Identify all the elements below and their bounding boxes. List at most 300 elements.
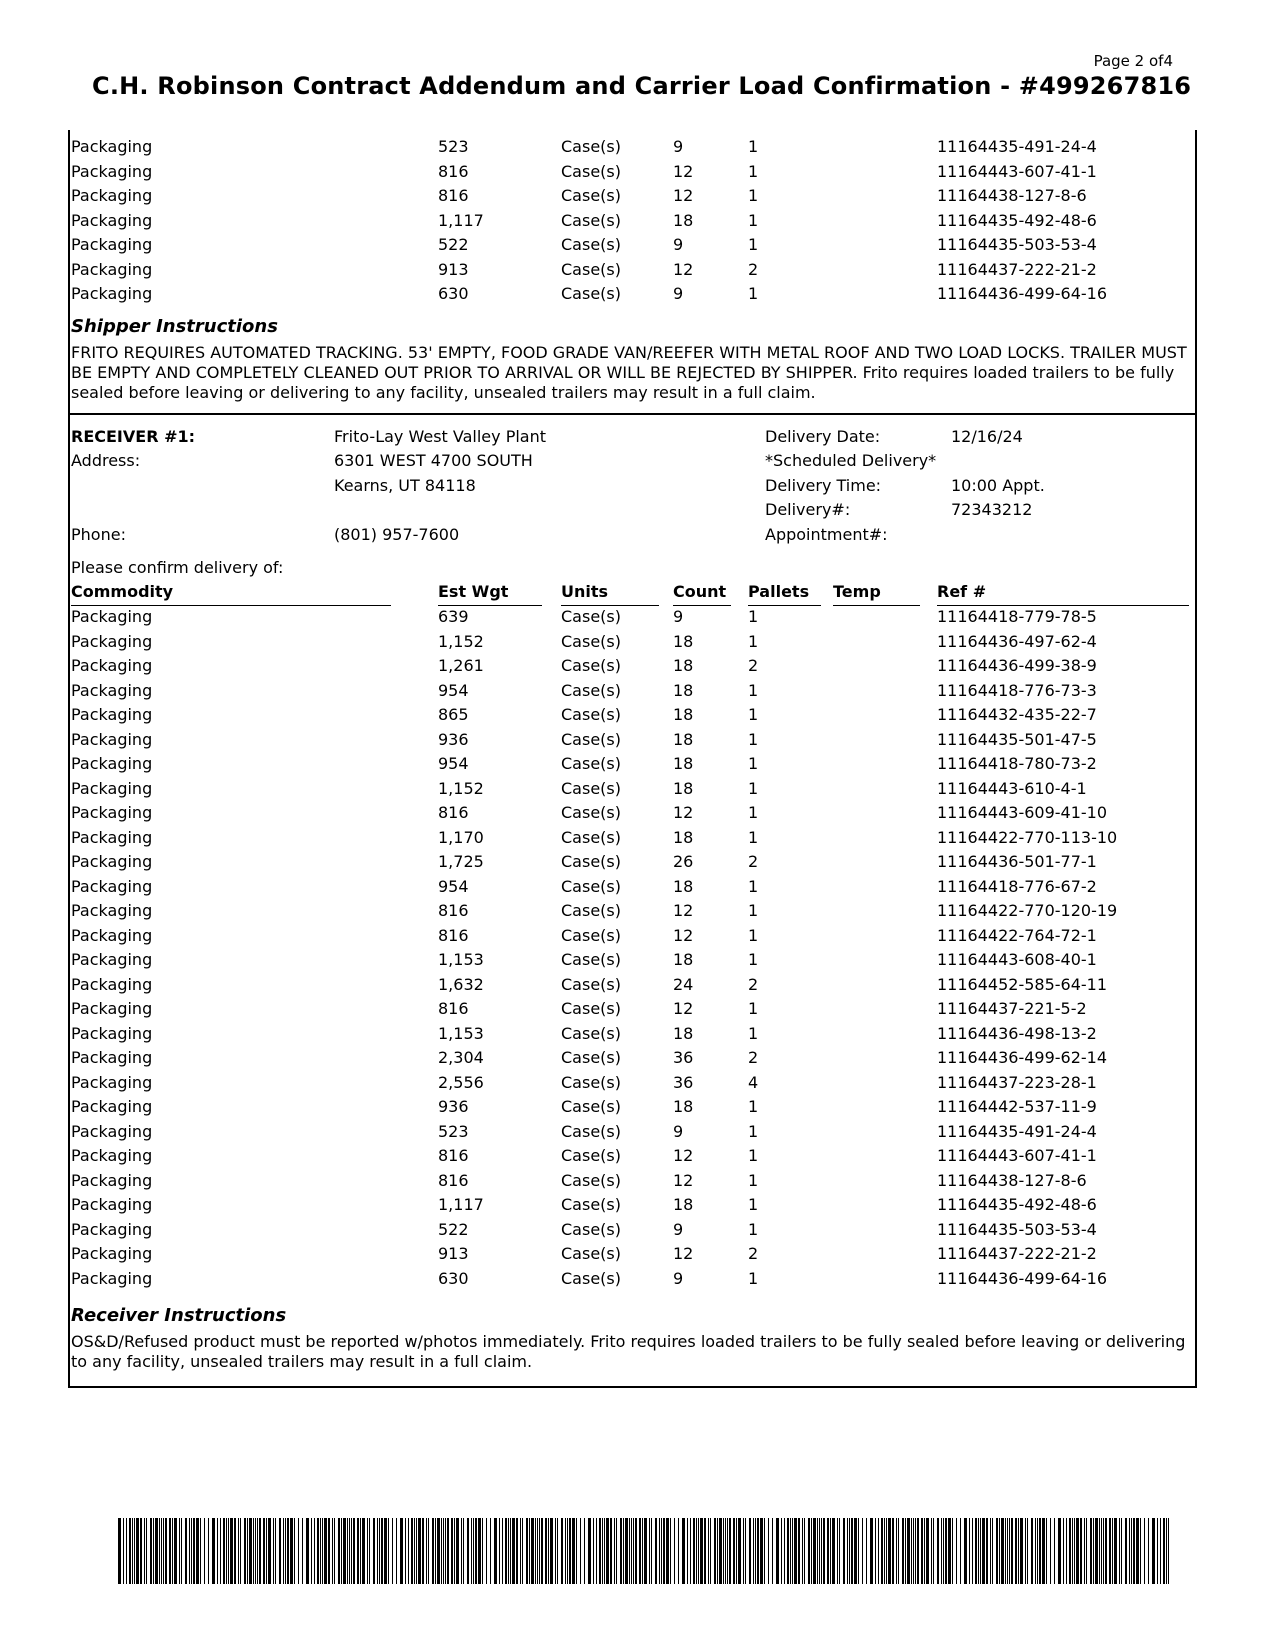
- cell-est-wgt: 2,556: [438, 1072, 484, 1092]
- barcode-bar: [986, 1518, 988, 1584]
- barcode-bar: [322, 1518, 323, 1584]
- barcode-bar: [275, 1518, 276, 1584]
- barcode-bar: [992, 1518, 993, 1584]
- barcode-bar: [623, 1518, 624, 1584]
- cell-count: 9: [673, 137, 684, 156]
- cell-est-wgt: 816: [438, 161, 469, 181]
- barcode-bar: [917, 1518, 919, 1584]
- barcode-bar: [610, 1518, 612, 1584]
- barcode-bar: [377, 1518, 378, 1584]
- barcode-bar: [392, 1518, 393, 1584]
- barcode-bar: [690, 1518, 691, 1584]
- barcode-bar: [941, 1518, 942, 1584]
- cell-ref: 11164435-492-48-6: [937, 210, 1097, 230]
- barcode-bar: [287, 1518, 289, 1584]
- cell-commodity: Packaging: [71, 827, 153, 847]
- cell-commodity: Packaging: [71, 607, 153, 626]
- barcode-bar: [892, 1518, 894, 1584]
- barcode-bar: [217, 1518, 218, 1584]
- cell-commodity: Packaging: [71, 1121, 153, 1141]
- barcode-bar: [384, 1518, 387, 1584]
- delivery-date-label: Delivery Date:: [765, 427, 881, 446]
- cell-est-wgt: 954: [438, 754, 469, 773]
- barcode-bar: [878, 1518, 879, 1584]
- cell-est-wgt: 936: [438, 729, 469, 749]
- cell-est-wgt: 522: [438, 1219, 469, 1239]
- cell-est-wgt: 816: [438, 999, 469, 1018]
- barcode-bar: [1090, 1518, 1092, 1584]
- barcode-bar: [792, 1518, 793, 1584]
- cell-pallets: 1: [748, 210, 759, 230]
- barcode-bar: [1152, 1518, 1155, 1584]
- cell-units: Case(s): [561, 1195, 621, 1214]
- cell-units: Case(s): [561, 1219, 621, 1239]
- barcode-bar: [719, 1518, 722, 1584]
- barcode-bar: [416, 1518, 417, 1584]
- cell-commodity: Packaging: [71, 754, 153, 773]
- cell-est-wgt: 523: [438, 137, 469, 156]
- barcode-bar: [1168, 1518, 1169, 1584]
- barcode-bar: [602, 1518, 603, 1584]
- barcode-bar: [1007, 1518, 1008, 1584]
- cell-commodity: Packaging: [71, 1072, 153, 1092]
- barcode-bar: [629, 1518, 630, 1584]
- barcode-bar: [317, 1518, 319, 1584]
- barcode-bar: [572, 1518, 575, 1584]
- barcode-bar: [428, 1518, 429, 1584]
- barcode-bar: [757, 1518, 759, 1584]
- barcode-bar: [1157, 1518, 1158, 1584]
- barcode-bar: [1125, 1518, 1127, 1584]
- cell-count: 12: [673, 186, 694, 205]
- confirm-delivery-text: Please confirm delivery of:: [71, 558, 284, 577]
- barcode-bar: [776, 1518, 779, 1584]
- cell-units: Case(s): [561, 1097, 621, 1116]
- barcode-bar: [704, 1518, 706, 1584]
- cell-est-wgt: 639: [438, 607, 469, 626]
- barcode-bar: [328, 1518, 330, 1584]
- cell-commodity: Packaging: [71, 259, 153, 279]
- barcode-bar: [454, 1518, 455, 1584]
- cell-count: 18: [673, 1097, 694, 1116]
- barcode-bar: [819, 1518, 820, 1584]
- barcode-bar: [367, 1518, 368, 1584]
- cell-pallets: 1: [748, 1268, 759, 1288]
- cell-pallets: 1: [748, 729, 759, 749]
- cell-count: 18: [673, 729, 694, 749]
- barcode-bar: [902, 1518, 904, 1584]
- cell-pallets: 1: [748, 137, 759, 156]
- cell-ref: 11164443-609-41-10: [937, 803, 1108, 822]
- cell-ref: 11164436-499-64-16: [937, 284, 1108, 303]
- barcode-bar: [755, 1518, 756, 1584]
- barcode-bar: [478, 1518, 481, 1584]
- barcode-bar: [625, 1518, 628, 1584]
- barcode-bar: [956, 1518, 957, 1584]
- cell-units: Case(s): [561, 754, 621, 773]
- barcode-bar: [682, 1518, 685, 1584]
- cell-commodity: Packaging: [71, 210, 153, 230]
- barcode-bar: [531, 1518, 534, 1584]
- cell-pallets: 1: [748, 827, 759, 847]
- barcode-bar: [550, 1518, 553, 1584]
- barcode-bar: [616, 1518, 617, 1584]
- cell-units: Case(s): [561, 729, 621, 749]
- barcode-bar: [445, 1518, 446, 1584]
- cell-ref: 11164418-779-78-5: [937, 607, 1097, 626]
- barcode: [118, 1518, 1170, 1584]
- barcode-bar: [633, 1518, 634, 1584]
- barcode-bar: [1039, 1518, 1041, 1584]
- delivery-number-value: 72343212: [951, 500, 1033, 519]
- barcode-bar: [499, 1518, 500, 1584]
- barcode-bar: [134, 1518, 135, 1584]
- cell-count: 26: [673, 852, 694, 871]
- cell-ref: 11164438-127-8-6: [937, 1170, 1087, 1190]
- barcode-bar: [1144, 1518, 1145, 1584]
- barcode-bar: [1080, 1518, 1082, 1584]
- barcode-bar: [631, 1518, 632, 1584]
- cell-est-wgt: 816: [438, 186, 469, 205]
- cell-commodity: Packaging: [71, 1048, 153, 1067]
- cell-pallets: 1: [748, 1121, 759, 1141]
- barcode-bar: [896, 1518, 897, 1584]
- cell-units: Case(s): [561, 607, 621, 626]
- barcode-bar: [614, 1518, 615, 1584]
- barcode-bar: [502, 1518, 503, 1584]
- cell-est-wgt: 936: [438, 1097, 469, 1116]
- barcode-bar: [851, 1518, 853, 1584]
- barcode-bar: [118, 1518, 121, 1584]
- barcode-bar: [314, 1518, 315, 1584]
- cell-units: Case(s): [561, 876, 621, 896]
- cell-ref: 11164437-222-21-2: [937, 259, 1097, 279]
- cell-pallets: 4: [748, 1072, 759, 1092]
- barcode-bar: [212, 1518, 215, 1584]
- cell-commodity: Packaging: [71, 705, 153, 724]
- barcode-bar: [360, 1518, 361, 1584]
- cell-units: Case(s): [561, 210, 621, 230]
- barcode-bar: [811, 1518, 812, 1584]
- barcode-bar: [193, 1518, 195, 1584]
- cell-commodity: Packaging: [71, 999, 153, 1018]
- cell-ref: 11164422-770-120-19: [937, 901, 1118, 920]
- barcode-bar: [862, 1518, 863, 1584]
- barcode-bar: [181, 1518, 182, 1584]
- barcode-bar: [451, 1518, 453, 1584]
- barcode-bar: [921, 1518, 923, 1584]
- barcode-bar: [561, 1518, 563, 1584]
- cell-est-wgt: 816: [438, 803, 469, 822]
- cell-pallets: 2: [748, 852, 759, 871]
- cell-pallets: 1: [748, 1146, 759, 1165]
- barcode-bar: [320, 1518, 321, 1584]
- cell-est-wgt: 522: [438, 235, 469, 254]
- barcode-bar: [714, 1518, 716, 1584]
- barcode-bar: [379, 1518, 380, 1584]
- cell-count: 18: [673, 950, 694, 969]
- cell-ref: 11164435-503-53-4: [937, 1219, 1097, 1239]
- barcode-bar: [1119, 1518, 1120, 1584]
- barcode-bar: [772, 1518, 773, 1584]
- cell-count: 18: [673, 705, 694, 724]
- barcode-bar: [1136, 1518, 1139, 1584]
- barcode-bar: [179, 1518, 180, 1584]
- barcode-bar: [165, 1518, 167, 1584]
- cell-units: Case(s): [561, 1048, 621, 1067]
- barcode-bar: [1112, 1518, 1113, 1584]
- receiver-name: Frito-Lay West Valley Plant: [334, 427, 546, 446]
- barcode-bar: [153, 1518, 154, 1584]
- barcode-bar: [1148, 1518, 1149, 1584]
- cell-est-wgt: 1,152: [438, 631, 484, 651]
- cell-commodity: Packaging: [71, 680, 153, 700]
- barcode-bar: [306, 1518, 309, 1584]
- barcode-bar: [790, 1518, 791, 1584]
- barcode-bar: [999, 1518, 1000, 1584]
- col-ref: Ref #: [937, 582, 987, 601]
- receiver-label: RECEIVER #1:: [71, 427, 196, 446]
- cell-est-wgt: 1,170: [438, 827, 484, 847]
- barcode-bar: [620, 1518, 622, 1584]
- barcode-bar: [196, 1518, 199, 1584]
- cell-est-wgt: 1,152: [438, 778, 484, 798]
- barcode-bar: [208, 1518, 209, 1584]
- barcode-bar: [736, 1518, 737, 1584]
- barcode-bar: [473, 1518, 474, 1584]
- cell-count: 18: [673, 1195, 694, 1214]
- cell-est-wgt: 523: [438, 1121, 469, 1141]
- barcode-bar: [1109, 1518, 1111, 1584]
- barcode-bar: [567, 1518, 568, 1584]
- cell-commodity: Packaging: [71, 1195, 153, 1214]
- barcode-bar: [960, 1518, 961, 1584]
- barcode-bar: [343, 1518, 346, 1584]
- barcode-bar: [456, 1518, 459, 1584]
- cell-units: Case(s): [561, 1121, 621, 1141]
- barcode-bar: [373, 1518, 375, 1584]
- barcode-bar: [849, 1518, 850, 1584]
- barcode-bar: [228, 1518, 229, 1584]
- barcode-bar: [674, 1518, 675, 1584]
- barcode-bar: [408, 1518, 409, 1584]
- barcode-bar: [813, 1518, 816, 1584]
- barcode-bar: [539, 1518, 540, 1584]
- section-divider: [68, 413, 1197, 415]
- barcode-bar: [349, 1518, 350, 1584]
- barcode-bar: [516, 1518, 518, 1584]
- barcode-bar: [784, 1518, 785, 1584]
- cell-units: Case(s): [561, 827, 621, 847]
- barcode-bar: [471, 1518, 472, 1584]
- cell-est-wgt: 954: [438, 876, 469, 896]
- cell-ref: 11164438-127-8-6: [937, 186, 1087, 205]
- barcode-bar: [475, 1518, 477, 1584]
- barcode-bar: [273, 1518, 274, 1584]
- cell-count: 9: [673, 284, 684, 303]
- barcode-bar: [1031, 1518, 1033, 1584]
- barcode-bar: [768, 1518, 769, 1584]
- col-est-wgt: Est Wgt: [438, 582, 509, 601]
- barcode-bar: [817, 1518, 818, 1584]
- barcode-bar: [529, 1518, 530, 1584]
- barcode-bar: [1103, 1518, 1104, 1584]
- barcode-bar: [723, 1518, 724, 1584]
- barcode-bar: [240, 1518, 241, 1584]
- barcode-bar: [174, 1518, 177, 1584]
- barcode-bar: [150, 1518, 152, 1584]
- barcode-bar: [678, 1518, 679, 1584]
- barcode-bar: [283, 1518, 284, 1584]
- barcode-bar: [1005, 1518, 1006, 1584]
- cell-units: Case(s): [561, 656, 621, 675]
- barcode-bar: [426, 1518, 427, 1584]
- barcode-bar: [159, 1518, 160, 1584]
- cell-ref: 11164436-499-62-14: [937, 1048, 1108, 1067]
- barcode-bar: [257, 1518, 258, 1584]
- phone-label: Phone:: [71, 525, 126, 544]
- cell-pallets: 1: [748, 803, 759, 822]
- cell-count: 12: [673, 161, 694, 181]
- cell-units: Case(s): [561, 705, 621, 724]
- cell-commodity: Packaging: [71, 235, 153, 254]
- barcode-bar: [729, 1518, 731, 1584]
- barcode-bar: [565, 1518, 566, 1584]
- barcode-bar: [381, 1518, 383, 1584]
- barcode-bar: [1018, 1518, 1019, 1584]
- barcode-bar: [338, 1518, 340, 1584]
- barcode-bar: [884, 1518, 885, 1584]
- cell-pallets: 1: [748, 1097, 759, 1116]
- cell-units: Case(s): [561, 901, 621, 920]
- barcode-bar: [302, 1518, 303, 1584]
- barcode-bar: [541, 1518, 543, 1584]
- barcode-bar: [136, 1518, 139, 1584]
- barcode-bar: [172, 1518, 173, 1584]
- barcode-bar: [1046, 1518, 1047, 1584]
- cell-commodity: Packaging: [71, 1146, 153, 1165]
- barcode-bar: [907, 1518, 910, 1584]
- barcode-bar: [693, 1518, 695, 1584]
- cell-count: 12: [673, 901, 694, 920]
- barcode-bar: [781, 1518, 782, 1584]
- cell-pallets: 1: [748, 631, 759, 651]
- page-number: Page 2 of4: [1093, 52, 1173, 70]
- cell-units: Case(s): [561, 161, 621, 181]
- cell-units: Case(s): [561, 235, 621, 254]
- barcode-bar: [163, 1518, 164, 1584]
- barcode-bar: [505, 1518, 507, 1584]
- cell-count: 18: [673, 680, 694, 700]
- barcode-bar: [764, 1518, 765, 1584]
- barcode-bar: [447, 1518, 449, 1584]
- barcode-bar: [200, 1518, 201, 1584]
- barcode-bar: [126, 1518, 127, 1584]
- barcode-bar: [1101, 1518, 1102, 1584]
- cell-units: Case(s): [561, 1072, 621, 1092]
- cell-pallets: 1: [748, 1170, 759, 1190]
- cell-units: Case(s): [561, 1023, 621, 1043]
- cell-pallets: 1: [748, 607, 759, 626]
- barcode-bar: [733, 1518, 735, 1584]
- barcode-bar: [738, 1518, 741, 1584]
- barcode-bar: [535, 1518, 536, 1584]
- cell-units: Case(s): [561, 803, 621, 822]
- barcode-bar: [230, 1518, 233, 1584]
- barcode-bar: [588, 1518, 591, 1584]
- barcode-bar: [123, 1518, 124, 1584]
- barcode-bar: [290, 1518, 293, 1584]
- barcode-bar: [972, 1518, 973, 1584]
- cell-count: 12: [673, 1146, 694, 1165]
- cell-count: 18: [673, 631, 694, 651]
- barcode-bar: [185, 1518, 187, 1584]
- barcode-bar: [1093, 1518, 1094, 1584]
- cell-count: 12: [673, 803, 694, 822]
- barcode-bar: [144, 1518, 145, 1584]
- cell-est-wgt: 1,261: [438, 656, 484, 675]
- barcode-bar: [924, 1518, 925, 1584]
- barcode-bar: [858, 1518, 859, 1584]
- cell-count: 12: [673, 1170, 694, 1190]
- cell-pallets: 1: [748, 680, 759, 700]
- cell-est-wgt: 1,632: [438, 974, 484, 994]
- cell-ref: 11164436-501-77-1: [937, 852, 1097, 871]
- barcode-bar: [238, 1518, 239, 1584]
- barcode-bar: [220, 1518, 221, 1584]
- barcode-bar: [945, 1518, 947, 1584]
- cell-units: Case(s): [561, 1170, 621, 1190]
- cell-pallets: 1: [748, 284, 759, 303]
- barcode-bar: [937, 1518, 939, 1584]
- cell-est-wgt: 2,304: [438, 1048, 484, 1067]
- barcode-bar: [1084, 1518, 1085, 1584]
- barcode-bar: [1063, 1518, 1064, 1584]
- frame-left: [68, 130, 70, 1388]
- document-title: C.H. Robinson Contract Addendum and Carrier Load Confirmation - #499267816: [92, 72, 1192, 100]
- barcode-bar: [996, 1518, 998, 1584]
- barcode-bar: [522, 1518, 523, 1584]
- cell-commodity: Packaging: [71, 1244, 153, 1263]
- barcode-bar: [1011, 1518, 1013, 1584]
- barcode-bar: [191, 1518, 192, 1584]
- cell-commodity: Packaging: [71, 803, 153, 822]
- cell-ref: 11164418-776-67-2: [937, 876, 1097, 896]
- cell-pallets: 2: [748, 1244, 759, 1263]
- barcode-bar: [396, 1518, 397, 1584]
- barcode-bar: [982, 1518, 985, 1584]
- cell-est-wgt: 630: [438, 1268, 469, 1288]
- barcode-bar: [441, 1518, 442, 1584]
- barcode-bar: [334, 1518, 335, 1584]
- cell-count: 18: [673, 778, 694, 798]
- barcode-bar: [661, 1518, 662, 1584]
- cell-ref: 11164443-607-41-1: [937, 1146, 1097, 1165]
- barcode-bar: [247, 1518, 248, 1584]
- cell-est-wgt: 1,153: [438, 1023, 484, 1043]
- barcode-bar: [223, 1518, 225, 1584]
- cell-ref: 11164418-780-73-2: [937, 754, 1097, 773]
- cell-pallets: 1: [748, 925, 759, 945]
- barcode-bar: [418, 1518, 421, 1584]
- barcode-bar: [606, 1518, 609, 1584]
- barcode-bar: [1069, 1518, 1071, 1584]
- barcode-bar: [422, 1518, 424, 1584]
- barcode-bar: [1095, 1518, 1098, 1584]
- barcode-bar: [787, 1518, 789, 1584]
- cell-commodity: Packaging: [71, 137, 153, 156]
- barcode-bar: [467, 1518, 469, 1584]
